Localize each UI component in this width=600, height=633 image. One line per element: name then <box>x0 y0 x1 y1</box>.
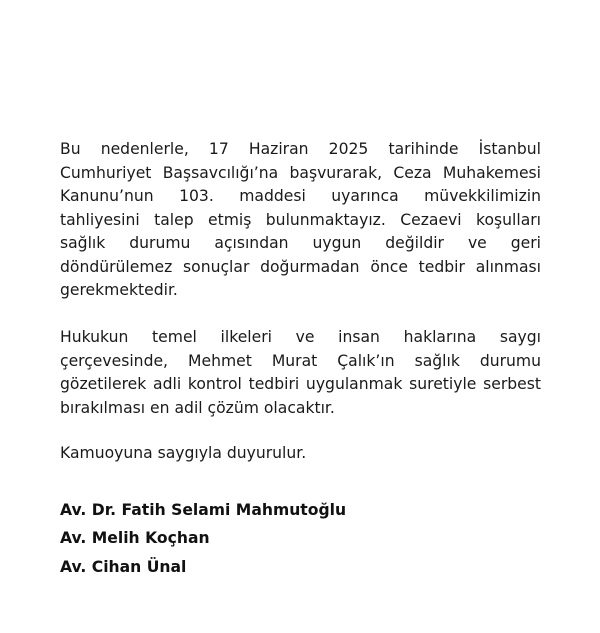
paragraph-release-request: Hukukun temel ilkeleri ve insan haklarına saygı çerçevesinde, Mehmet Murat Çalık’ın sağlık durumu gözetilerek adli kontrol tedbiri uygulanmak suretiyle serbest bırakılması en adil çözüm olacaktır. <box>60 328 541 417</box>
statement-body <box>60 138 541 581</box>
signature-block <box>60 496 541 582</box>
paragraph-petition: Bu nedenlerle, 17 Haziran 2025 tarihinde İstanbul Cumhuriyet Başsavcılığı’na başvurarak, Ceza Muhakemesi Kanunu’nun 103. maddesi uyarınca müvekkilimizin tahliyesini talep etmiş bulunmaktayız. Cezaevi koşulları sağlık durumu açısından uygun değildir ve geri döndürülemez sonuçlar doğurmadan önce tedbir alınması gerekmektedir. <box>60 140 541 299</box>
signature-lawyer-1: Av. Dr. Fatih Selami Mahmutoğlu <box>60 500 347 519</box>
signature-lawyer-3: Av. Cihan Ünal <box>60 557 187 576</box>
closing-line: Kamuoyuna saygıyla duyurulur. <box>60 444 307 462</box>
signature-lawyer-2: Av. Melih Koçhan <box>60 529 210 547</box>
